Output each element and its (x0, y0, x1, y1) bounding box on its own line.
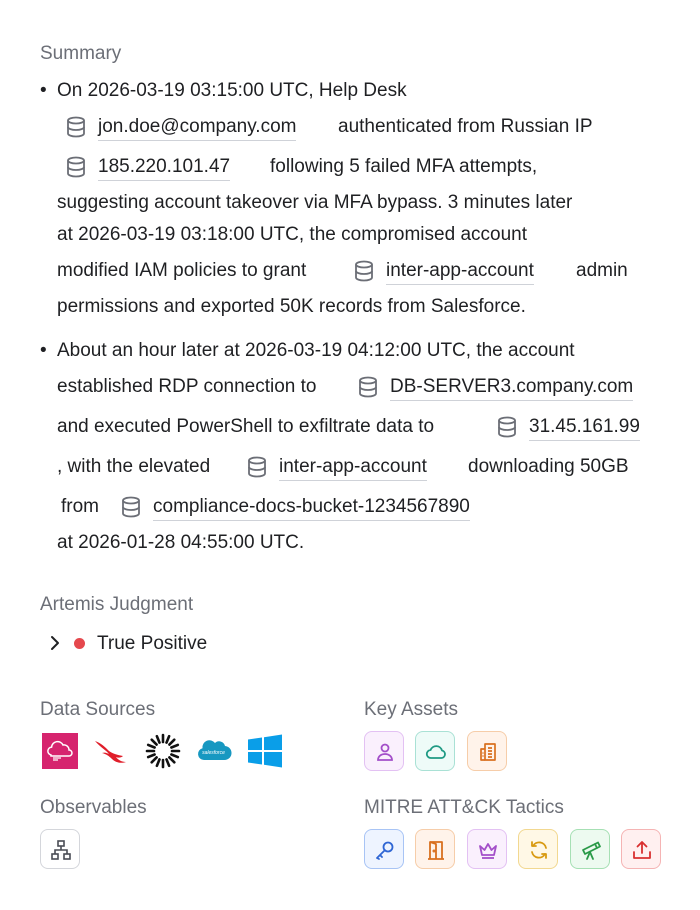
summary-text: permissions and exported 50K records from Salesforce. (57, 296, 526, 317)
database-icon (495, 415, 519, 439)
database-icon (245, 455, 269, 479)
summary-text: and executed PowerShell to exfiltrate data to (57, 416, 435, 437)
summary-text: About an hour later at 2026-03-19 04:12:00 UTC, the account (57, 340, 575, 361)
summary-text: following 5 failed MFA attempts, (270, 156, 538, 177)
crowdstrike-logo[interactable] (93, 733, 129, 769)
cloud-logo[interactable] (42, 733, 78, 769)
judgment-value: True Positive (97, 633, 208, 654)
judgment-title: Artemis Judgment (40, 594, 194, 615)
database-icon (64, 155, 88, 179)
entity-label: 31.45.161.99 (529, 415, 640, 441)
summary-text: modified IAM policies to grant (57, 260, 307, 281)
summary-text: , with the elevated (57, 456, 211, 477)
asset-cloud-tile[interactable] (415, 731, 455, 771)
summary-text: at 2026-03-19 03:18:00 UTC, the compromised account (57, 224, 527, 245)
salesforce-cloud-icon (196, 733, 232, 769)
tactic-privilege-escalation[interactable] (467, 829, 507, 869)
summary-text: at 2026-01-28 04:55:00 UTC. (57, 532, 305, 553)
observable-network-tile[interactable] (40, 829, 80, 869)
svg-text:salesforce: salesforce (202, 750, 225, 756)
summary-text: from (61, 496, 99, 517)
judgment-expand-toggle[interactable] (44, 632, 66, 654)
key-icon (374, 839, 396, 861)
summary-text: admin (576, 260, 628, 281)
summary-title: Summary (40, 43, 122, 64)
entity-label: jon.doe@company.com (98, 115, 296, 141)
windows-logo[interactable] (247, 733, 283, 769)
chevron-right-icon (44, 632, 66, 654)
database-icon (119, 495, 143, 519)
bullet-dot: • (40, 340, 47, 361)
tactic-credential-access[interactable] (364, 829, 404, 869)
database-icon (356, 375, 380, 399)
entity-label: inter-app-account (279, 455, 427, 481)
sunburst-logo[interactable] (145, 733, 181, 769)
falcon-icon (93, 733, 129, 769)
database-icon (352, 259, 376, 283)
sunburst-icon (145, 733, 181, 769)
upload-icon (631, 839, 653, 861)
asset-building-tile[interactable] (467, 731, 507, 771)
summary-text: authenticated from Russian IP (338, 116, 593, 137)
network-icon (50, 839, 72, 861)
summary-text: established RDP connection to (57, 376, 317, 397)
bullet-dot: • (40, 80, 47, 101)
summary-text: suggesting account takeover via MFA bypass. 3 minutes later (57, 192, 573, 213)
entity-label: 185.220.101.47 (98, 155, 230, 181)
tactic-exfiltration[interactable] (621, 829, 661, 869)
mitre-title: MITRE ATT&CK Tactics (364, 797, 564, 818)
tactic-discovery[interactable] (570, 829, 610, 869)
data-sources-title: Data Sources (40, 699, 156, 720)
cloud-icon (425, 741, 447, 763)
tactic-initial-access[interactable] (415, 829, 455, 869)
cloud-icon (42, 733, 78, 769)
telescope-icon (580, 839, 602, 861)
summary-text: On 2026-03-19 03:15:00 UTC, Help Desk (57, 80, 407, 101)
entity-label: compliance-docs-bucket-1234567890 (153, 495, 470, 521)
observables-title: Observables (40, 797, 147, 818)
key-assets-title: Key Assets (364, 699, 458, 720)
entity-label: DB-SERVER3.company.com (390, 375, 633, 401)
windows-icon (247, 733, 283, 769)
database-icon (64, 115, 88, 139)
salesforce-logo[interactable] (196, 733, 232, 769)
asset-user-tile[interactable] (364, 731, 404, 771)
crown-icon (477, 839, 499, 861)
refresh-icon (528, 839, 550, 861)
user-icon (374, 741, 396, 763)
tactic-persistence[interactable] (518, 829, 558, 869)
door-icon (425, 839, 447, 861)
building-icon (477, 741, 499, 763)
status-dot (74, 638, 85, 649)
entity-label: inter-app-account (386, 259, 534, 285)
summary-text: downloading 50GB (468, 456, 629, 477)
